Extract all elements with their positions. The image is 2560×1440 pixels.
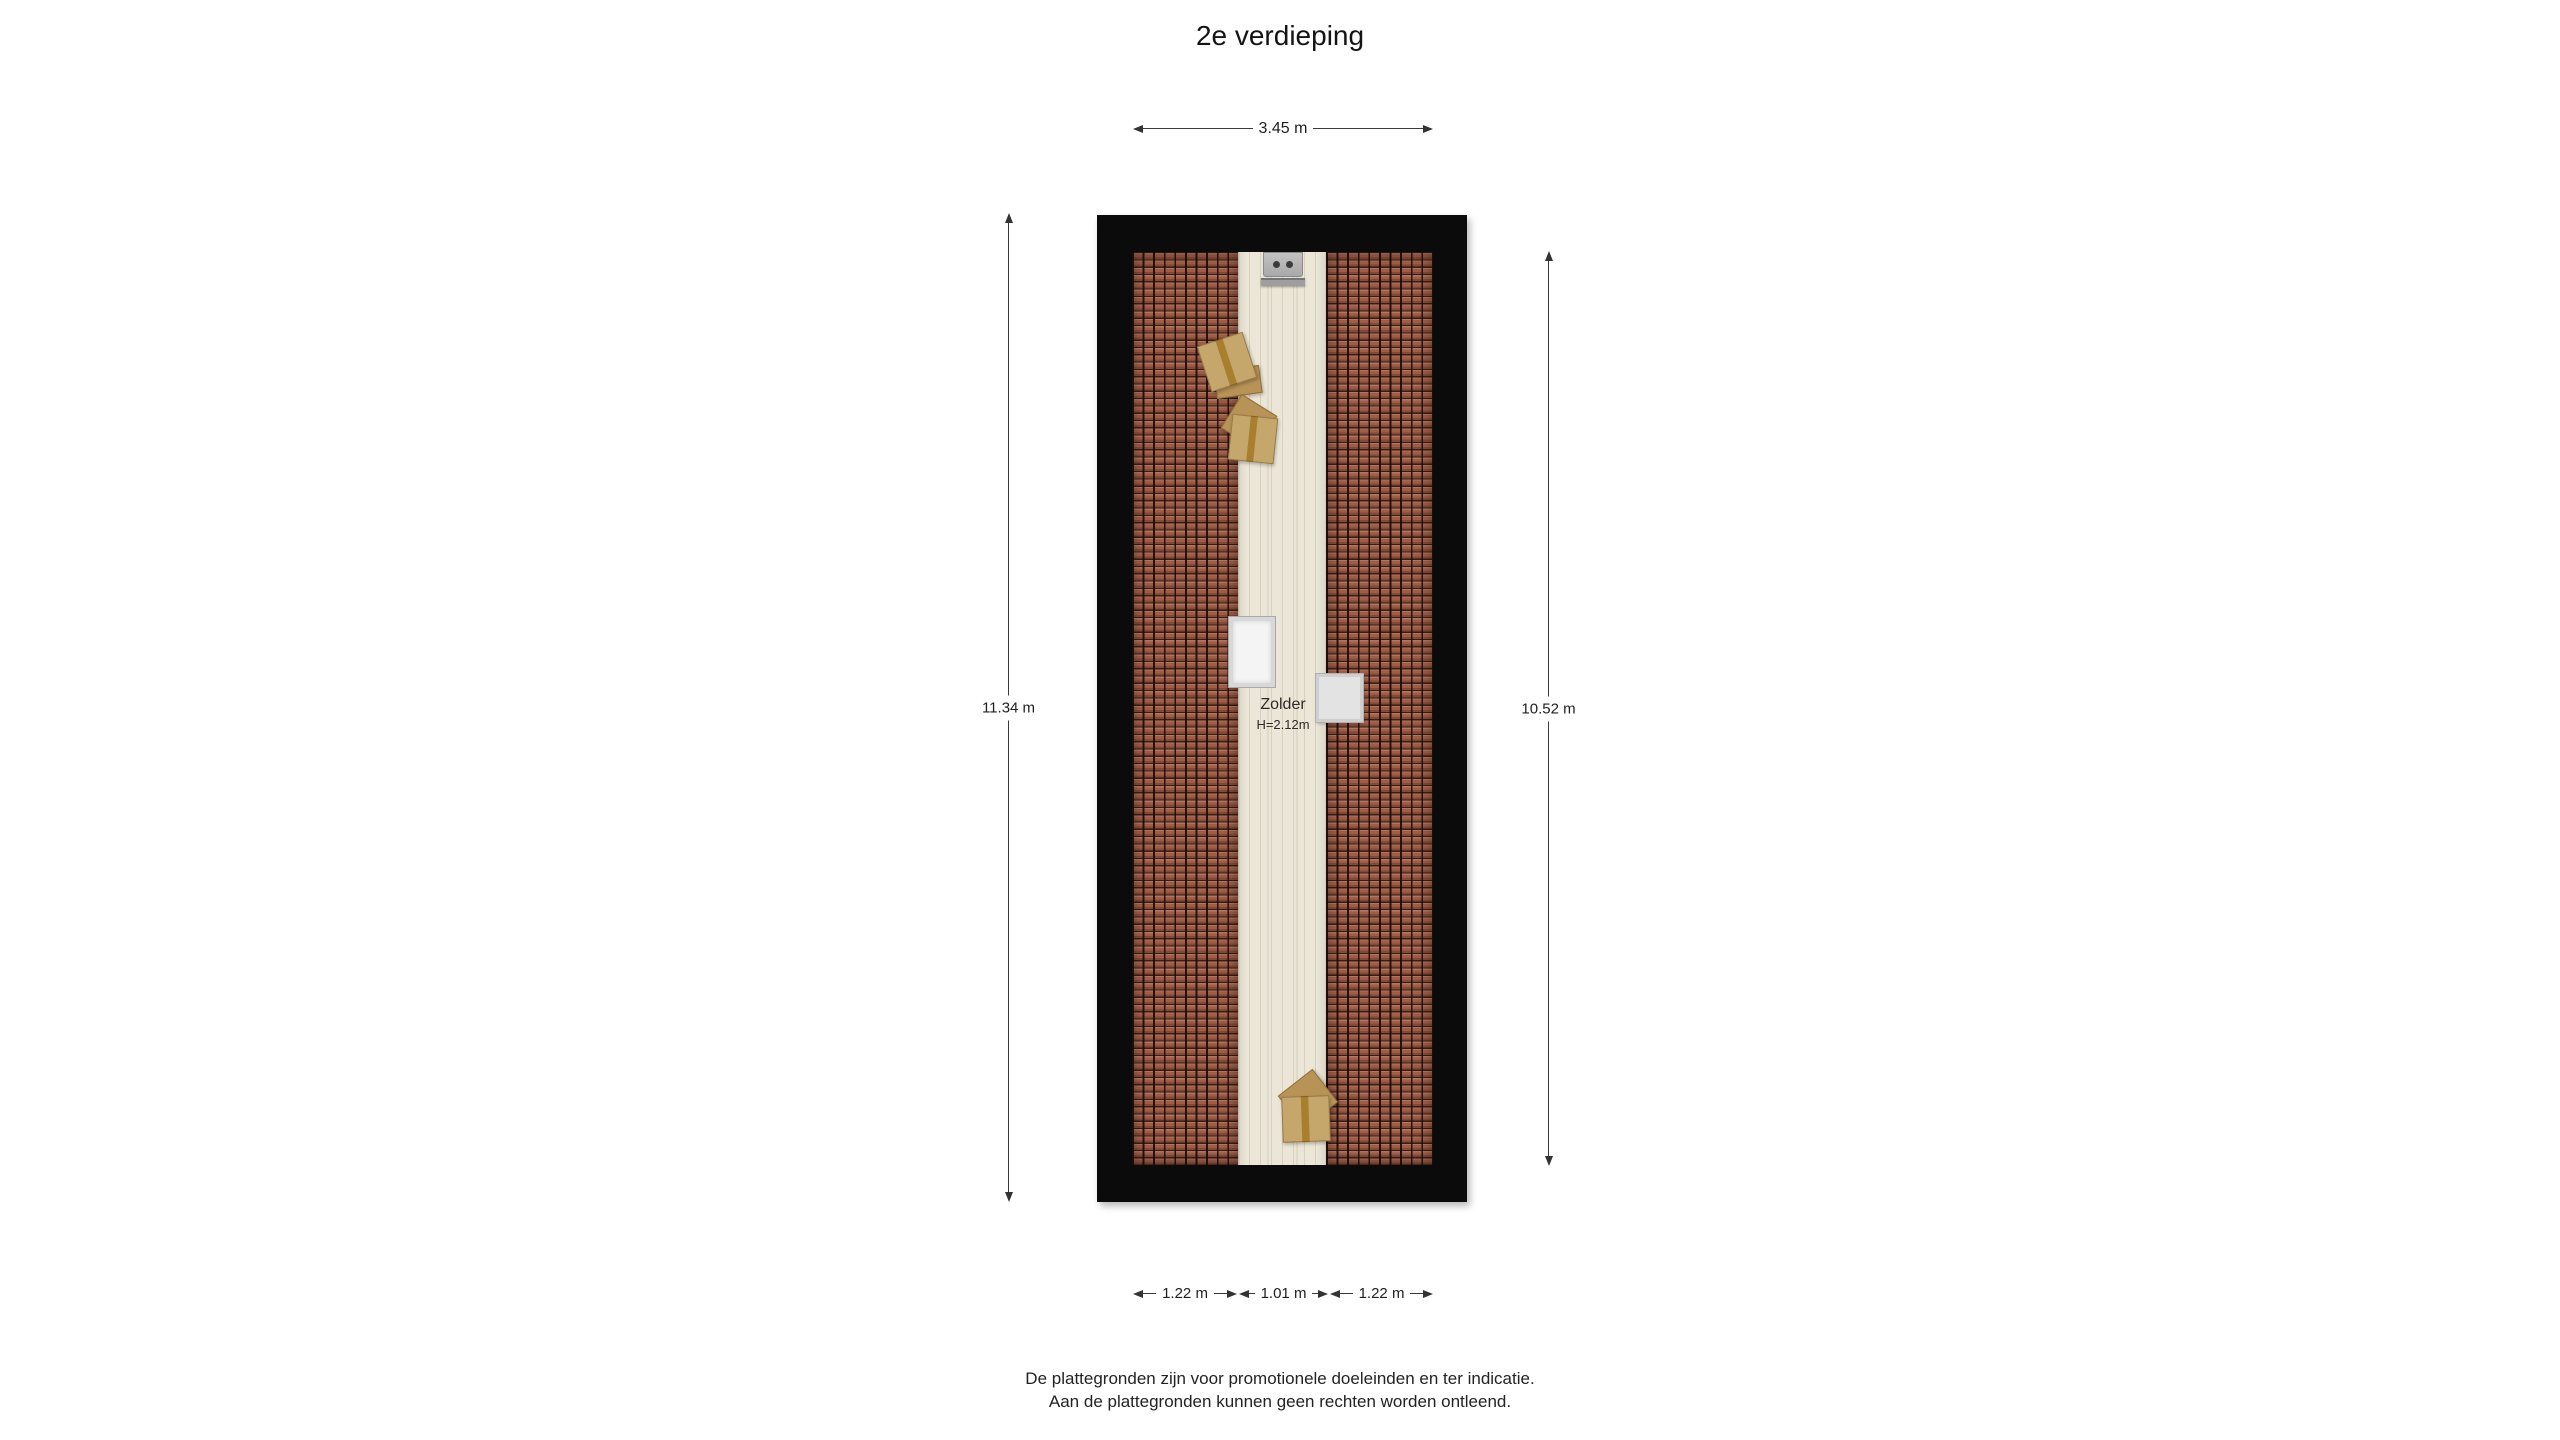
cardboard-box [1226, 404, 1280, 464]
arrowhead-up-icon [1005, 213, 1013, 223]
dimension-label-right: 10.52 m [1518, 696, 1578, 721]
disclaimer [0, 1367, 2560, 1413]
attic-interior [1132, 252, 1433, 1165]
dimension-line [1143, 1293, 1156, 1295]
arrowhead-left-icon [1133, 1290, 1143, 1298]
page-title: 2e verdieping [1195, 20, 1365, 51]
dimension-line [1313, 128, 1423, 130]
dimension-label-bottom-center: 1.01 m [1260, 1285, 1307, 1302]
room-name-label: Zolder [1260, 696, 1306, 713]
boiler-front-panel [1261, 278, 1305, 286]
arrowhead-right-icon [1423, 1290, 1433, 1298]
dimension-right-height [1521, 251, 1576, 1166]
dimension-line [1340, 1293, 1353, 1295]
dimension-line [1214, 1293, 1227, 1295]
arrowhead-left-icon [1330, 1290, 1340, 1298]
arrowhead-right-icon [1318, 1290, 1328, 1298]
room-label-group [1183, 696, 1383, 732]
cardboard-box [1280, 1080, 1336, 1146]
disclaimer-line-1: De plattegronden zijn voor promotionele doeleinden en ter indicatie. [1025, 1369, 1535, 1388]
dimension-label-left: 11.34 m [979, 695, 1038, 720]
arrowhead-up-icon [1545, 251, 1553, 261]
arrowhead-left-icon [1133, 125, 1143, 133]
arrowhead-down-icon [1005, 1192, 1013, 1202]
boiler-unit [1261, 252, 1305, 286]
arrowhead-right-icon [1423, 125, 1433, 133]
dimension-line [1410, 1293, 1423, 1295]
box-body [1228, 414, 1279, 465]
dimension-top-width [1133, 121, 1433, 136]
skylight-window [1229, 617, 1275, 687]
cardboard-box [1203, 338, 1261, 398]
floor-plan [1097, 215, 1467, 1202]
dimension-bottom-left [1133, 1286, 1237, 1301]
dimension-label-bottom-left: 1.22 m [1162, 1285, 1208, 1302]
boiler-body [1263, 252, 1303, 277]
arrowhead-right-icon [1227, 1290, 1237, 1298]
box-body [1281, 1095, 1331, 1143]
dimension-bottom-right [1330, 1286, 1433, 1301]
boiler-knob-icon [1273, 261, 1280, 268]
dimension-left-height [981, 213, 1036, 1202]
dimension-label-top: 3.45 m [1258, 119, 1308, 137]
boiler-knob-icon [1286, 261, 1293, 268]
arrowhead-down-icon [1545, 1156, 1553, 1166]
dimension-label-bottom-right: 1.22 m [1358, 1285, 1405, 1302]
dimension-line [1143, 128, 1253, 130]
dimension-bottom-center [1239, 1286, 1328, 1301]
room-height-label: H=2.12m [1256, 717, 1310, 732]
arrowhead-left-icon [1239, 1290, 1249, 1298]
disclaimer-line-2: Aan de plattegronden kunnen geen rechten worden ontleend. [1048, 1392, 1512, 1411]
